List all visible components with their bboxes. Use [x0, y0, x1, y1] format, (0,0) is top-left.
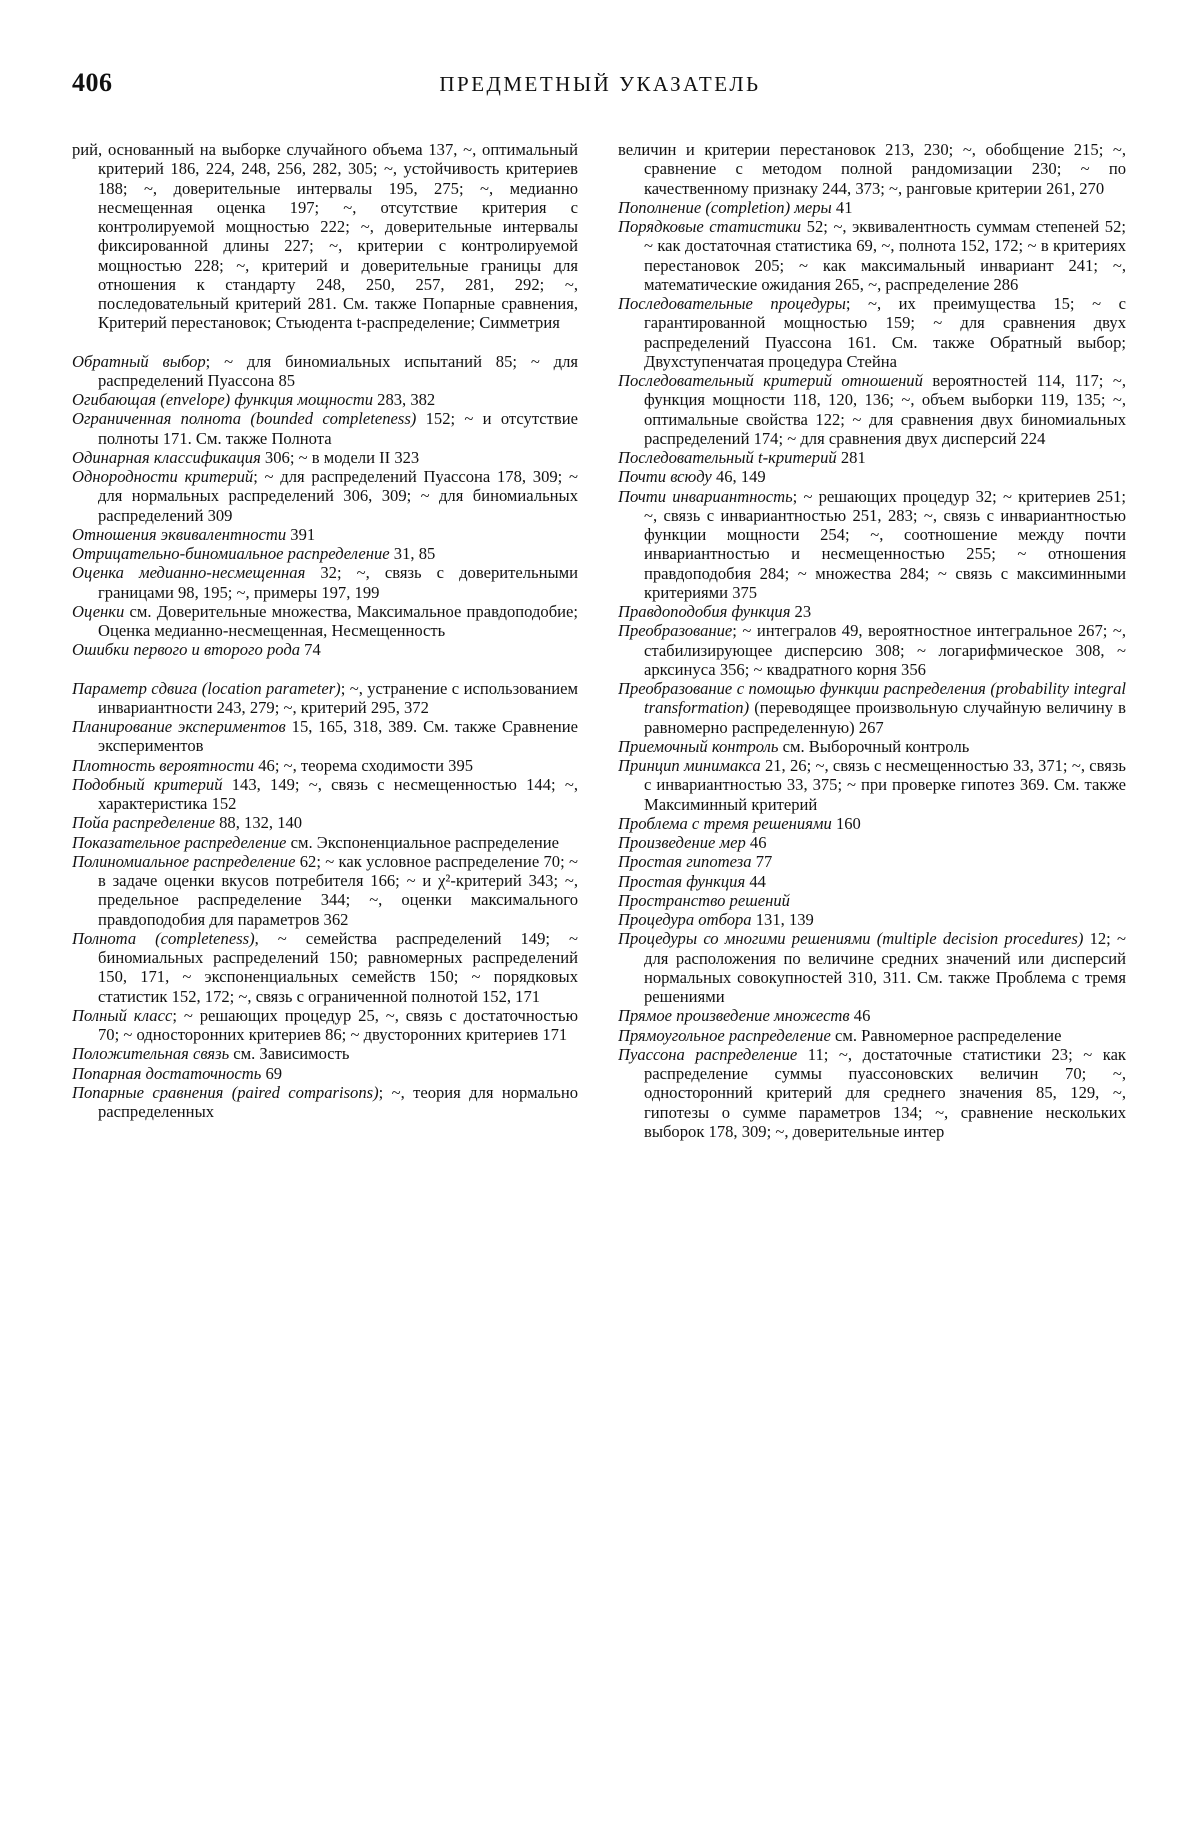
index-term: Попарная достаточность	[72, 1063, 262, 1083]
index-entry	[618, 929, 1126, 1006]
index-entry	[72, 467, 578, 525]
index-entry	[618, 891, 1126, 910]
index-term: Последовательный t-критерий	[618, 448, 837, 467]
index-entry	[618, 217, 1126, 294]
page-header	[72, 68, 1128, 102]
index-term: Обратный выбор	[72, 351, 206, 371]
index-references: 152; ~ и отсутствие полноты 171. См. также Полнота	[98, 409, 578, 448]
index-term: Проблема с тремя решениями	[618, 813, 832, 833]
index-column-right	[618, 140, 1126, 1830]
index-references: 11; ~, достаточные статистики 23; ~ как распределение суммы пуассоновских величин 70; ~, односторонний критерий для среднего значения 85, 129, ~, гипотезы о сумме параметров 134; ~, сравнение нескольких выборок 178, 309; ~, доверительные интер	[644, 1044, 1126, 1141]
index-term: Процедуры со многими решениями (multiple decision procedures)	[618, 929, 1084, 949]
index-references: 12; ~ для расположения по величине средних значений или дисперсий нормальных совокупностей 310, 311. См. также Проблема с тремя решениями	[644, 929, 1126, 1006]
index-references: 46, 149	[711, 467, 766, 487]
index-references: 62; ~ как условное распределение 70; ~ в задаче оценки вкусов потребителя 166; ~ и χ²-критерий 343; ~, предельное распределение 344; ~, оценки максимального правдоподобия для параметров 362	[98, 851, 578, 929]
index-term: Попарные сравнения (paired comparisons)	[72, 1082, 379, 1102]
index-column-left	[72, 140, 578, 1830]
index-references: ; ~, их преимущества 15; ~ с гарантированной мощностью 159; ~ для сравнения двух распределений Пуассона 161. См. также Обратный выбор; Двухступенчатая процедура Стейна	[644, 294, 1126, 371]
index-term: Отношения эквивалентности	[72, 524, 287, 544]
index-term: Показательное распределение	[72, 832, 287, 852]
index-entry	[72, 1083, 578, 1122]
index-references: 281	[836, 448, 866, 467]
index-entry	[72, 852, 578, 929]
index-term: Оценки	[72, 601, 125, 621]
index-term: Почти инвариантность	[618, 486, 793, 506]
index-references: рий, основанный на выборке случайного объема 137, ~, оптимальный критерий 186, 224, 248, 256, 282, 305; ~, устойчивость критериев 188; ~, доверительные интервалы 195, 275; ~, медианно несмещенная оценка 197; ~, отсутствие критерия с контролируемой мощностью 222; ~, доверительные интервалы фиксированной длины 227; ~, критерии с контролируемой мощностью 228; ~, критерий и доверительные границы для отношения к стандарту 248, 250, 257, 281, 292; ~, последовательный критерий 281. См. также Попарные сравнения, Критерий перестановок; Стьюдента t-распределение; Симметрия	[72, 140, 578, 333]
index-references: 23	[790, 602, 812, 621]
index-term: Отрицательно-биномиальное распределение	[72, 544, 390, 563]
index-entry	[72, 602, 578, 641]
index-entry	[72, 1006, 578, 1045]
index-entry	[72, 448, 578, 467]
index-entry	[618, 1006, 1126, 1025]
index-references: 160	[831, 813, 861, 833]
index-references: см. Равномерное распределение	[830, 1025, 1062, 1045]
index-term: Огибающая (envelope) функция мощности	[72, 390, 373, 409]
index-references: ; ~, теория для нормально распределенных	[98, 1082, 578, 1121]
index-references: 46	[745, 833, 767, 852]
index-term: Полиномиальное распределение	[72, 851, 296, 871]
index-references: см. Экспоненциальное распределение	[286, 832, 559, 852]
index-references: 32; ~, связь с доверительными границами 98, 195; ~, примеры 197, 199	[98, 563, 578, 602]
index-references: ; ~, устранение с использованием инвариантности 243, 279; ~, критерий 295, 372	[98, 678, 578, 717]
index-term: Одинарная классификация	[72, 447, 261, 467]
index-entry	[618, 1045, 1126, 1141]
index-entry	[72, 833, 578, 852]
index-references: 15, 165, 318, 389. См. также Сравнение экспериментов	[98, 717, 578, 756]
index-entry	[618, 448, 1126, 467]
index-references: 131, 139	[751, 910, 814, 929]
index-term: Параметр сдвига (location parameter)	[72, 678, 341, 698]
index-entry	[72, 525, 578, 544]
index-references: 52; ~, эквивалентность суммам степеней 52; ~ как достаточная статистика 69, ~, полнота 152, 172; ~ в критериях перестановок 205; ~ как максимальный инвариант 241; ~, математические ожидания 265, ~, распределение 286	[644, 217, 1126, 294]
index-term: Порядковые статистики	[618, 217, 802, 236]
index-references: 88, 132, 140	[214, 813, 303, 833]
index-references: см. Выборочный контроль	[778, 736, 970, 756]
index-references: ; ~ для биномиальных испытаний 85; ~ для распределений Пуассона 85	[98, 351, 578, 390]
index-entry	[72, 813, 578, 832]
index-references: ; ~ интегралов 49, вероятностное интегральное 267; ~, стабилизирующее дисперсию 308; ~ логарифмическое 308, ~ арксинуса 356; ~ квадратного корня 356	[644, 621, 1126, 679]
index-entry	[618, 814, 1126, 833]
index-references: 306; ~ в модели II 323	[260, 447, 420, 467]
index-term: Прямое произведение множеств	[618, 1006, 850, 1026]
index-entry	[618, 833, 1126, 852]
index-references: 143, 149; ~, связь с несмещенностью 144; ~, характеристика 152	[98, 774, 578, 813]
index-references: , ~ семейства распределений 149; ~ биномиальных распределений 150; равномерных распределений 150, 171, ~ экспоненциальных семейств 150; ~ порядковых статистик 152, 172; ~, связь с ограниченной полнотой 152, 171	[98, 928, 578, 1006]
index-term: Полный класс	[72, 1005, 173, 1025]
index-references: 46	[849, 1006, 871, 1026]
index-references: ; ~ для распределений Пуассона 178, 309; ~ для нормальных распределений 306, 309; ~ для биномиальных распределений 309	[98, 467, 578, 525]
index-term: Пространство решений	[618, 890, 790, 910]
index-entry	[618, 294, 1126, 371]
index-term: Преобразование с помощью функции распределения (probability integral transformation)	[618, 679, 1126, 718]
index-entry	[72, 929, 578, 1006]
index-references: 41	[831, 197, 853, 217]
index-references: 21, 26; ~, связь с несмещенностью 33, 371; ~, связь с инвариантностью 33, 375; ~ при проверке гипотез 369. См. также Максиминный критерий	[644, 756, 1126, 814]
index-entry	[72, 640, 578, 659]
index-entry	[72, 140, 578, 333]
index-term: Ограниченная полнота (bounded completeness)	[72, 409, 417, 429]
index-term: Ошибки первого и второго рода	[72, 640, 301, 660]
index-entry	[618, 140, 1126, 198]
index-entry	[618, 467, 1126, 486]
index-term: Положительная связь	[72, 1044, 230, 1064]
index-term: Оценка медианно-несмещенная	[72, 563, 306, 583]
index-term: Преобразование	[618, 621, 733, 641]
index-references: 77	[751, 852, 773, 872]
index-term: Почти всюду	[618, 467, 712, 487]
index-entry	[618, 602, 1126, 621]
index-entry	[72, 756, 578, 775]
index-term: Полнота (completeness)	[72, 928, 255, 948]
index-entry	[72, 717, 578, 756]
index-entry	[618, 679, 1126, 737]
index-term: Приемочный контроль	[618, 736, 779, 756]
index-references: 283, 382	[373, 390, 436, 409]
index-entry	[72, 563, 578, 602]
index-entry	[618, 198, 1126, 217]
index-references: ; ~ решающих процедур 25, ~, связь с достаточностью 70; ~ односторонних критериев 86; ~ двусторонних критериев 171	[98, 1005, 578, 1044]
index-references: ; ~ решающих процедур 32; ~ критериев 251; ~, связь с инвариантностью 251, 283; ~, связь с инвариантностью функции мощности 254; ~, соотношение между почти инвариантностью и несмещенностью 255; ~ отношения правдоподобия 284; ~ множества 284; ~ связь с максиминными критериями 375	[644, 486, 1126, 602]
index-term: Плотность вероятности	[72, 755, 255, 775]
index-entry	[72, 679, 578, 718]
index-term: Пойа распределение	[72, 813, 215, 833]
index-references: 31, 85	[389, 544, 436, 563]
index-term: Простая гипотеза	[618, 852, 752, 872]
index-entry	[72, 1044, 578, 1063]
index-term: Простая функция	[618, 871, 746, 891]
index-entry	[618, 371, 1126, 448]
index-term: Произведение мер	[618, 833, 746, 852]
index-references: 391	[286, 524, 316, 544]
index-references: 46; ~, теорема сходимости 395	[254, 755, 474, 775]
index-entry	[618, 910, 1126, 929]
index-references: вероятностей 114, 117; ~, функция мощности 118, 120, 136; ~, объем выборки 119, 135; ~, оптимальные свойства 122; ~ для сравнения двух биномиальных распределений 174; ~ для сравнения двух дисперсий 224	[644, 371, 1126, 448]
index-entry	[618, 1026, 1126, 1045]
index-term: Однородности критерий	[72, 467, 254, 486]
index-references: 74	[300, 640, 321, 660]
index-term: Последовательные процедуры	[618, 294, 846, 313]
index-entry	[618, 872, 1126, 891]
index-references: см. Зависимость	[229, 1044, 350, 1064]
index-entry	[72, 775, 578, 814]
index-term: Процедура отбора	[618, 910, 752, 929]
index-entry	[618, 487, 1126, 603]
index-term: Последовательный критерий отношений	[618, 371, 923, 390]
index-term: Принцип минимакса	[618, 756, 761, 775]
page-number: 406	[72, 68, 113, 97]
index-entry	[72, 1064, 578, 1083]
index-entry	[618, 756, 1126, 814]
index-term: Прямоугольное распределение	[618, 1025, 831, 1045]
index-references: 69	[261, 1063, 283, 1083]
index-entry	[618, 852, 1126, 871]
index-references: 44	[745, 871, 766, 891]
index-references: см. Доверительные множества, Максимальное правдоподобие; Оценка медианно-несмещенная, Несмещенность	[98, 601, 578, 640]
index-entry	[72, 409, 578, 448]
index-term: Правдоподобия функция	[618, 602, 791, 621]
index-term: Подобный критерий	[72, 774, 223, 794]
index-term: Пополнение (completion) меры	[618, 197, 832, 217]
index-entry	[618, 737, 1126, 756]
index-term: Планирование экспериментов	[72, 717, 286, 736]
index-entry	[72, 352, 578, 391]
index-entry	[72, 390, 578, 409]
index-term: Пуассона распределение	[618, 1044, 798, 1064]
index-references: (переводящее произвольную случайную величину в равномерно распределенную) 267	[644, 698, 1126, 737]
index-entry	[618, 621, 1126, 679]
index-references: величин и критерии перестановок 213, 230; ~, обобщение 215; ~, сравнение с методом полной рандомизации 230; ~ по качественному признаку 244, 373; ~, ранговые критерии 261, 270	[618, 140, 1126, 198]
running-head: ПРЕДМЕТНЫЙ УКАЗАТЕЛЬ	[439, 72, 761, 96]
index-entry	[72, 544, 578, 563]
